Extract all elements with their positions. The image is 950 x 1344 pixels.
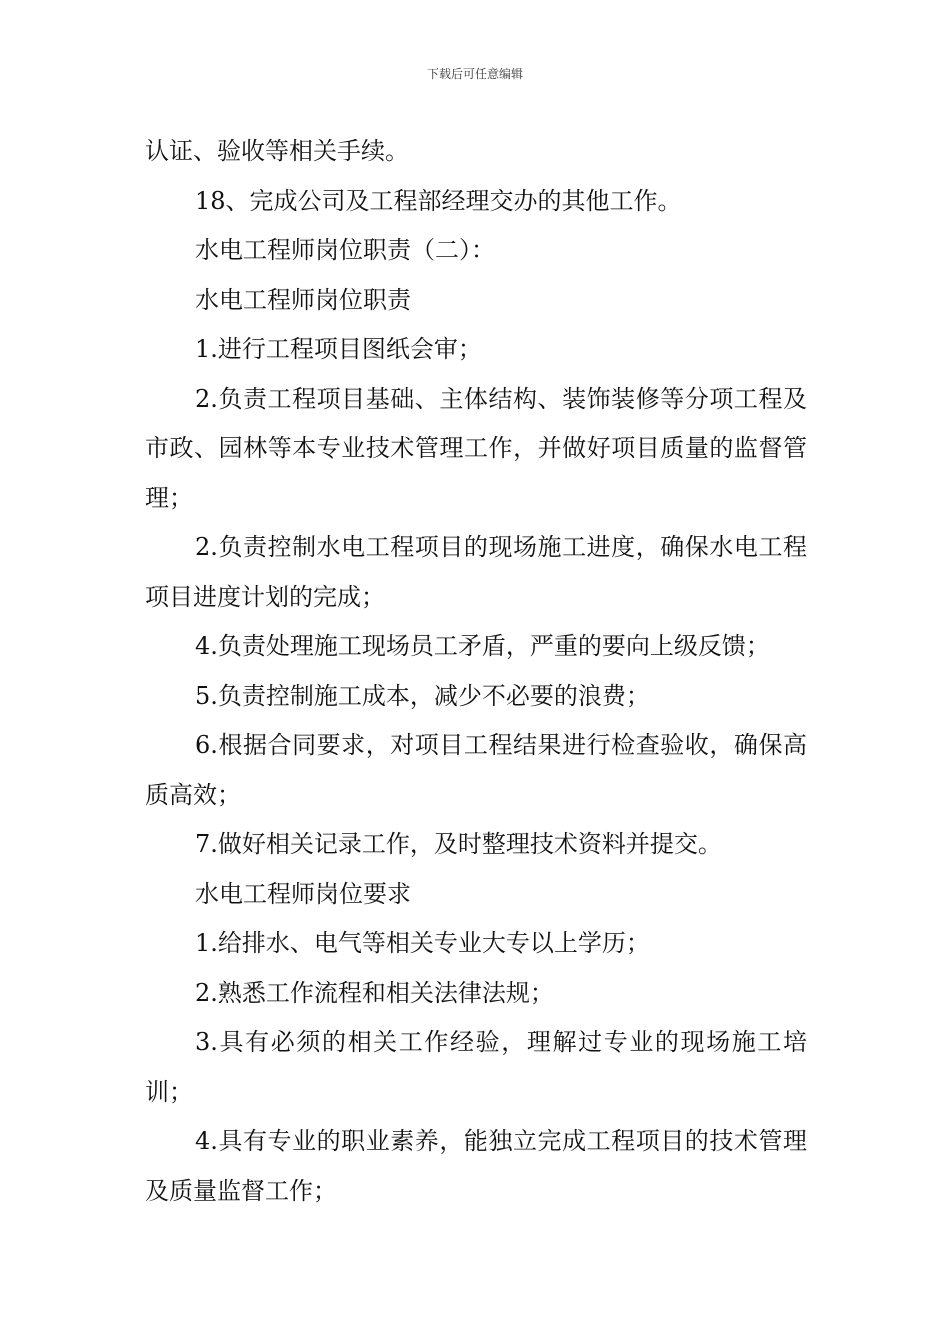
page-header-note: 下载后可任意编辑: [426, 67, 523, 81]
section-heading: 水电工程师岗位职责: [195, 285, 411, 314]
list-item: 4.具有专业的职业素养，能独立完成工程项目的技术管理及质量监督工作；: [145, 1127, 807, 1205]
list-item: 2.熟悉工作流程和相关法律法规；: [195, 978, 554, 1007]
list-item: 6.根据合同要求，对项目工程结果进行检查验收，确保高质高效；: [145, 731, 807, 809]
paragraph: 认证、验收等相关手续。: [145, 137, 409, 165]
list-item: 5.负责控制施工成本，减少不必要的浪费；: [195, 681, 650, 710]
list-item: 4.负责处理施工现场员工矛盾，严重的要向上级反馈；: [195, 632, 770, 660]
paragraph: 18、完成公司及工程部经理交办的其他工作。: [195, 186, 682, 215]
list-item: 3.具有必须的相关工作经验，理解过专业的现场施工培训；: [145, 1028, 807, 1106]
list-item: 2.负责工程项目基础、主体结构、装饰装修等分项工程及市政、园林等本专业技术管理工作，并做好项目质量的监督管理；: [145, 384, 807, 512]
section-heading: 水电工程师岗位职责（二）：: [195, 236, 495, 264]
list-item: 2.负责控制水电工程项目的现场施工进度，确保水电工程项目进度计划的完成；: [145, 533, 807, 611]
document-body: [145, 127, 807, 1216]
list-item: 7.做好相关记录工作，及时整理技术资料并提交。: [195, 830, 722, 858]
section-heading: 水电工程师岗位要求: [195, 879, 411, 908]
list-item: 1.进行工程项目图纸会审；: [195, 335, 482, 363]
list-item: 1.给排水、电气等相关专业大专以上学历；: [195, 929, 650, 957]
